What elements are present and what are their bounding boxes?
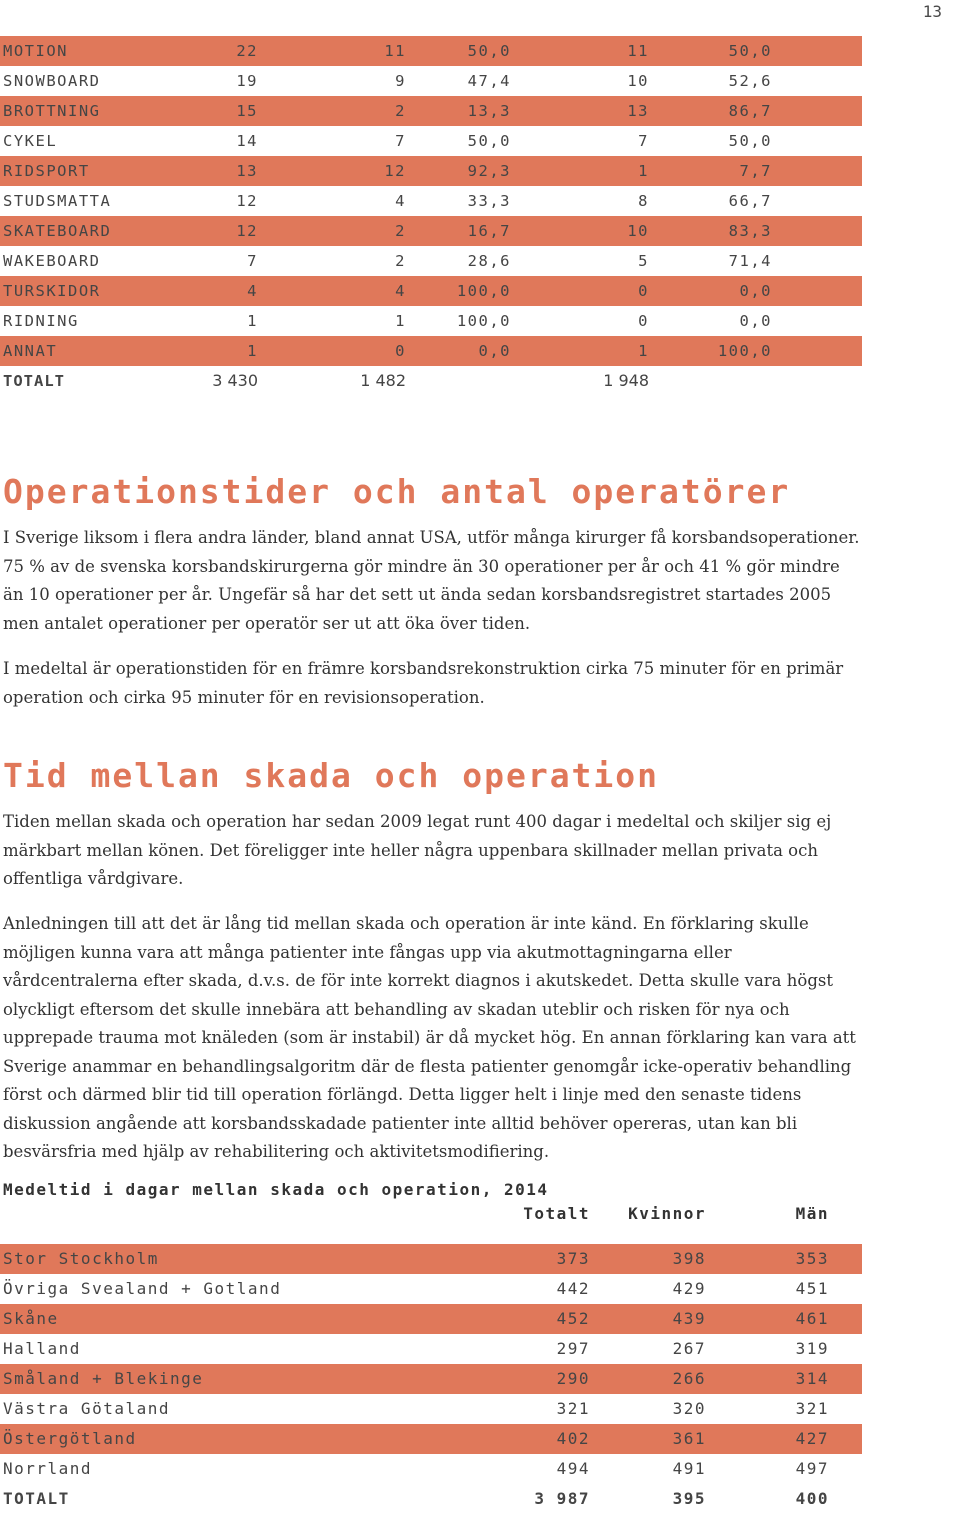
table-row	[0, 36, 862, 66]
table-row	[0, 96, 862, 126]
total-label: TOTALT	[3, 1489, 70, 1508]
page-number: 13	[922, 2, 942, 21]
count-total: 19	[236, 72, 258, 90]
count-women: 1	[395, 312, 406, 330]
percent-women: 28,6	[467, 252, 511, 270]
header-women: Kvinnor	[628, 1204, 706, 1223]
region-name: Skåne	[3, 1309, 59, 1328]
days-total: 290	[556, 1369, 590, 1388]
total-women: 1 482	[360, 371, 406, 390]
days-total: 402	[556, 1429, 590, 1448]
table-row	[0, 276, 862, 306]
count-men: 1	[638, 162, 649, 180]
days-men: 321	[795, 1399, 829, 1418]
total-men: 1 948	[603, 371, 649, 390]
percent-men: 7,7	[739, 162, 772, 180]
percent-men: 86,7	[728, 102, 772, 120]
header-total: Totalt	[523, 1204, 590, 1223]
total-women: 395	[672, 1489, 706, 1508]
days-women: 439	[672, 1309, 706, 1328]
count-men: 0	[638, 282, 649, 300]
count-men: 13	[627, 102, 649, 120]
total-label: TOTALT	[3, 372, 65, 390]
percent-women: 47,4	[467, 72, 511, 90]
table-row	[0, 336, 862, 366]
paragraph: I Sverige liksom i flera andra länder, bland annat USA, utför många kirurger få korsbandsoperationer. 75 % av de svenska korsbandskirurgerna gör mindre än 30 operationer per år och 41 % gör mindre än 10 operationer per år. Ungefär så har det sett ut ända sedan korsbandsregistret startades 2005 men antalet operationer per operatör ser ut att öka över tiden.	[3, 528, 860, 633]
count-women: 4	[395, 282, 406, 300]
days-men: 451	[795, 1279, 829, 1298]
count-women: 12	[384, 162, 406, 180]
count-total: 1	[247, 342, 258, 360]
count-total: 1	[247, 312, 258, 330]
table-row	[0, 1244, 862, 1274]
sport-table	[0, 36, 862, 396]
count-women: 4	[395, 192, 406, 210]
total-all: 3 987	[534, 1489, 590, 1508]
days-men: 461	[795, 1309, 829, 1328]
percent-women: 50,0	[467, 42, 511, 60]
region-name: Halland	[3, 1339, 81, 1358]
sport-name: BROTTNING	[3, 102, 101, 120]
region-table	[0, 1244, 862, 1514]
percent-men: 0,0	[739, 312, 772, 330]
count-total: 4	[247, 282, 258, 300]
days-total: 452	[556, 1309, 590, 1328]
days-total: 321	[556, 1399, 590, 1418]
days-men: 497	[795, 1459, 829, 1478]
count-total: 14	[236, 132, 258, 150]
count-total: 15	[236, 102, 258, 120]
table-row	[0, 1424, 862, 1454]
count-total: 13	[236, 162, 258, 180]
region-table-header	[0, 1204, 862, 1230]
count-men: 10	[627, 72, 649, 90]
percent-women: 13,3	[467, 102, 511, 120]
count-total: 12	[236, 192, 258, 210]
percent-men: 52,6	[728, 72, 772, 90]
percent-women: 92,3	[467, 162, 511, 180]
days-women: 429	[672, 1279, 706, 1298]
count-total: 22	[236, 42, 258, 60]
count-women: 11	[384, 42, 406, 60]
percent-men: 66,7	[728, 192, 772, 210]
days-women: 398	[672, 1249, 706, 1268]
percent-women: 0,0	[478, 342, 511, 360]
days-women: 320	[672, 1399, 706, 1418]
count-women: 2	[395, 222, 406, 240]
percent-men: 71,4	[728, 252, 772, 270]
days-total: 494	[556, 1459, 590, 1478]
count-women: 2	[395, 252, 406, 270]
region-name: Östergötland	[3, 1429, 137, 1448]
sport-name: STUDSMATTA	[3, 192, 112, 210]
count-women: 2	[395, 102, 406, 120]
days-men: 319	[795, 1339, 829, 1358]
count-men: 1	[638, 342, 649, 360]
region-name: Småland + Blekinge	[3, 1369, 204, 1388]
header-men: Män	[795, 1204, 829, 1223]
percent-men: 0,0	[739, 282, 772, 300]
sport-name: WAKEBOARD	[3, 252, 101, 270]
days-women: 267	[672, 1339, 706, 1358]
total-men: 400	[795, 1489, 829, 1508]
percent-men: 100,0	[717, 342, 772, 360]
table-row	[0, 1454, 862, 1484]
days-total: 442	[556, 1279, 590, 1298]
paragraph: I medeltal är operationstiden för en främre korsbandsrekonstruktion cirka 75 minuter för en primär operation och cirka 95 minuter för en revisionsoperation.	[3, 659, 844, 707]
count-men: 5	[638, 252, 649, 270]
total-count: 3 430	[212, 371, 258, 390]
count-men: 10	[627, 222, 649, 240]
sport-name: MOTION	[3, 42, 68, 60]
table-row	[0, 1304, 862, 1334]
region-name: Västra Götaland	[3, 1399, 170, 1418]
count-men: 7	[638, 132, 649, 150]
sport-name: RIDSPORT	[3, 162, 90, 180]
count-men: 11	[627, 42, 649, 60]
region-name: Övriga Svealand + Gotland	[3, 1279, 282, 1298]
days-men: 314	[795, 1369, 829, 1388]
percent-women: 100,0	[456, 312, 511, 330]
region-table-total-row	[0, 1484, 862, 1514]
region-name: Norrland	[3, 1459, 93, 1478]
percent-women: 100,0	[456, 282, 511, 300]
count-total: 12	[236, 222, 258, 240]
sport-name: SKATEBOARD	[3, 222, 112, 240]
count-men: 8	[638, 192, 649, 210]
percent-women: 50,0	[467, 132, 511, 150]
sport-name: ANNAT	[3, 342, 58, 360]
percent-men: 83,3	[728, 222, 772, 240]
section-heading-operation-times: Operationstider och antal operatörer	[3, 472, 791, 511]
days-women: 266	[672, 1369, 706, 1388]
percent-women: 33,3	[467, 192, 511, 210]
days-total: 373	[556, 1249, 590, 1268]
table-row	[0, 246, 862, 276]
sport-name: TURSKIDOR	[3, 282, 101, 300]
sport-name: SNOWBOARD	[3, 72, 101, 90]
table-row	[0, 306, 862, 336]
days-total: 297	[556, 1339, 590, 1358]
sport-name: CYKEL	[3, 132, 58, 150]
count-men: 0	[638, 312, 649, 330]
table-row	[0, 1364, 862, 1394]
table-row	[0, 1334, 862, 1364]
days-women: 491	[672, 1459, 706, 1478]
paragraph: Tiden mellan skada och operation har sedan 2009 legat runt 400 dagar i medeltal och skiljer sig ej märkbart mellan könen. Det föreligger inte heller några uppenbara skillnader mellan privata och offentliga vårdgivare.	[3, 812, 832, 888]
table-row	[0, 156, 862, 186]
days-men: 427	[795, 1429, 829, 1448]
sport-table-total-row	[0, 366, 862, 396]
percent-men: 50,0	[728, 132, 772, 150]
percent-men: 50,0	[728, 42, 772, 60]
table-row	[0, 216, 862, 246]
count-women: 0	[395, 342, 406, 360]
sport-name: RIDNING	[3, 312, 79, 330]
table-row	[0, 66, 862, 96]
count-total: 7	[247, 252, 258, 270]
count-women: 7	[395, 132, 406, 150]
table-row	[0, 1274, 862, 1304]
section-heading-time-to-surgery: Tid mellan skada och operation	[3, 756, 660, 795]
table-row	[0, 186, 862, 216]
region-table-title: Medeltid i dagar mellan skada och operation, 2014	[3, 1180, 549, 1199]
percent-women: 16,7	[467, 222, 511, 240]
days-men: 353	[795, 1249, 829, 1268]
days-women: 361	[672, 1429, 706, 1448]
table-row	[0, 126, 862, 156]
region-name: Stor Stockholm	[3, 1249, 159, 1268]
table-row	[0, 1394, 862, 1424]
paragraph: Anledningen till att det är lång tid mellan skada och operation är inte känd. En förklaring skulle möjligen kunna vara att många patienter inte fångas upp via akutmottagningarna eller vårdcentralerna efter skada, d.v.s. de för inte korrekt diagnos i akutskedet. Detta skulle vara högst olyckligt eftersom det skulle innebära att behandling av skadan uteblir och risken för nya och upprepade trauma mot knäleden (som är instabil) är då mycket hög. En annan förklaring kan vara att Sverige anammar en behandlingsalgoritm där de flesta patienter genomgår icke-operativ behandling först och därmed blir tid till operation förlängd. Detta ligger helt i linje med den senaste tidens diskussion angående att korsbandsskadade patienter inte alltid behöver opereras, utan kan bli besvärsfria med hjälp av rehabilitering och aktivitetsmodifiering.	[3, 914, 856, 1161]
count-women: 9	[395, 72, 406, 90]
